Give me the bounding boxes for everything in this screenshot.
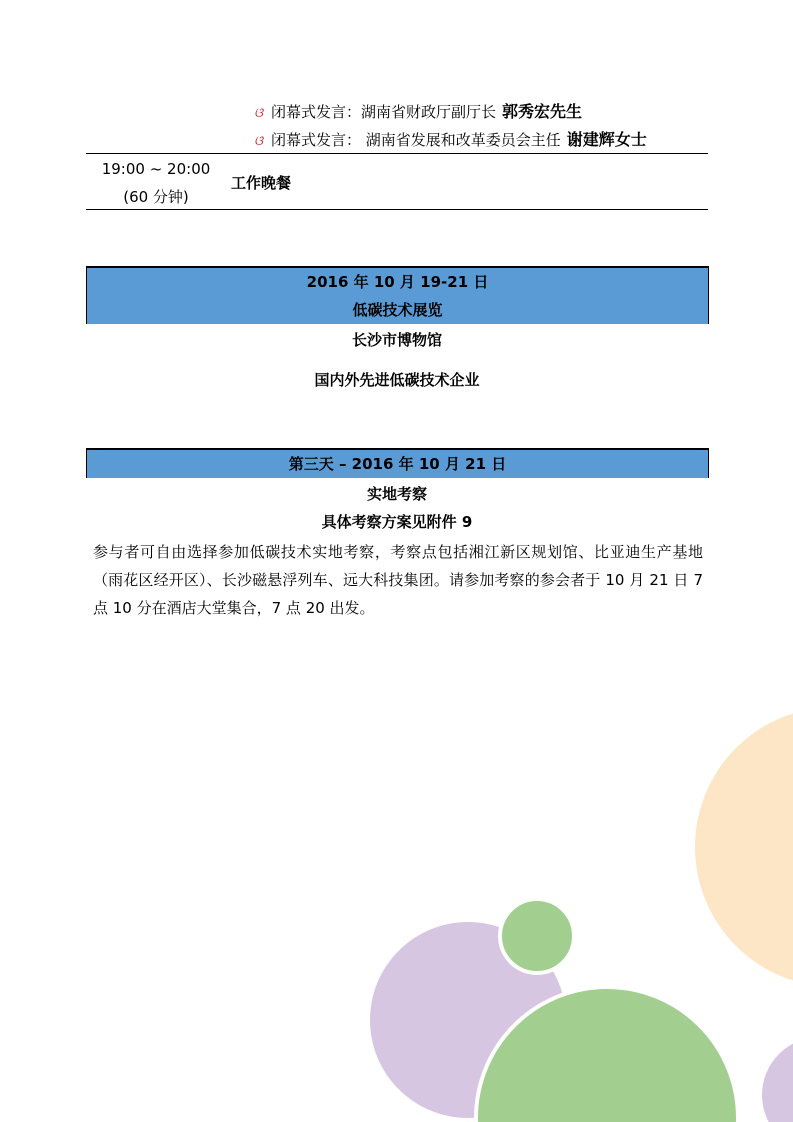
speaker-name: 谢建辉女士 <box>566 130 647 149</box>
field-trip-description: 参与者可自由选择参加低碳技术实地考察，考察点包括湘江新区规划馆、比亚迪生产基地（雨花区经开区）、长沙磁悬浮列车、远大科技集团。请参加考察的参会者于 10 月 21 日 7 点 10 分在酒店大堂集合，7 点 20 出发。 <box>93 543 703 617</box>
closing-speech-item <box>254 130 647 152</box>
dinner-duration: (60 分钟) <box>123 188 189 206</box>
exhibition-title: 低碳技术展览 <box>352 301 443 319</box>
speaker-name: 郭秀宏先生 <box>501 102 582 121</box>
dinner-time: 19:00 ~ 20:00 <box>101 160 211 178</box>
speech-label: 闭幕式发言：湖南省财政厅副厅长 <box>270 103 496 121</box>
exhibition-exhibitors: 国内外先进低碳技术企业 <box>314 371 480 389</box>
day-three-subtitle: 具体考察方案见附件 9 <box>321 513 473 531</box>
bullet-icon: ଓ <box>254 106 263 121</box>
exhibition-date: 2016 年 10 月 19-21 日 <box>306 273 489 291</box>
bullet-icon: ଓ <box>254 134 263 149</box>
day-three-header <box>86 448 709 478</box>
exhibition-venue: 长沙市博物馆 <box>351 331 442 349</box>
speech-label: 闭幕式发言： 湖南省发展和改革委员会主任 <box>270 131 561 149</box>
table-rule-top <box>86 153 708 154</box>
day-three-date: 第三天 – 2016 年 10 月 21 日 <box>288 455 507 473</box>
table-rule-bottom <box>86 209 708 210</box>
day-three-title: 实地考察 <box>366 485 427 503</box>
exhibition-header <box>86 266 709 324</box>
closing-speech-item <box>254 102 582 124</box>
dinner-event: 工作晚餐 <box>231 174 292 192</box>
